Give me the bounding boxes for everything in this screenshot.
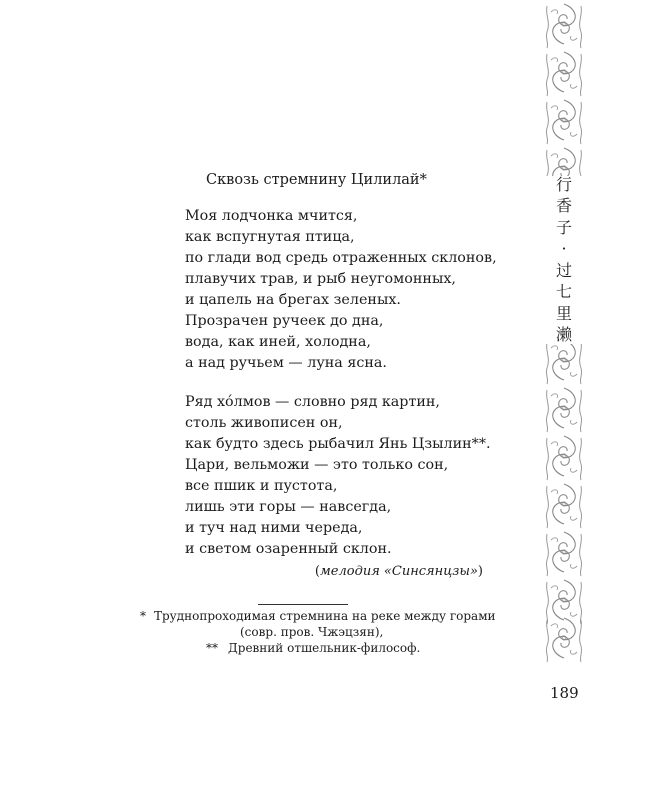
footnote-2 — [206, 640, 420, 656]
poem-title: Сквозь стремнину Цилилай* — [206, 172, 427, 188]
poem-line: и туч над ними череда, — [185, 520, 363, 536]
footnote-divider — [258, 604, 348, 605]
poem-line: столь живописен он, — [185, 415, 343, 431]
footnote-1 — [140, 608, 496, 624]
poem-line: Цари, вельможи — это только сон, — [185, 457, 449, 473]
chinese-side-title — [545, 176, 583, 344]
footnote-mark-1: * — [140, 609, 146, 623]
poem-line: как будто здесь рыбачил Янь Цзылин**. — [185, 436, 491, 452]
page-number: 189 — [550, 684, 579, 702]
stanza-1 — [185, 206, 497, 374]
poem-line: Ряд хóлмов — словно ряд картин, — [185, 394, 440, 410]
side-char: 七 — [555, 282, 572, 302]
poem-line: Прозрачен ручеек до дна, — [185, 313, 384, 329]
melody-close-paren: ) — [477, 564, 483, 579]
side-char: 香 — [555, 196, 572, 216]
poem-line: как вспугнутая птица, — [185, 229, 355, 245]
side-char: 子 — [555, 217, 572, 237]
poem-line: и светом озаренный склон. — [185, 541, 392, 557]
poem-line: плавучих трав, и рыб неугомонных, — [185, 271, 456, 287]
poem-line: Моя лодчонка мчится, — [185, 208, 358, 224]
side-char: 里 — [555, 303, 572, 323]
poem-line: вода, как иней, холодна, — [185, 334, 371, 350]
poem-line: а над ручьем — луна ясна. — [185, 355, 387, 371]
side-char: 行 — [555, 175, 572, 194]
footnote-1-text: Труднопроходимая стремнина на реке между горами — [154, 609, 496, 623]
poem-line: по глади вод средь отраженных склонов, — [185, 250, 497, 266]
side-char: 过 — [555, 260, 572, 280]
melody-note — [315, 564, 483, 579]
side-char: · — [561, 239, 567, 259]
poem-line: и цапель на брегах зеленых. — [185, 292, 401, 308]
side-char: 濑 — [555, 324, 572, 344]
melody-open-paren: ( — [314, 564, 320, 579]
footnote-2-text: Древний отшельник-философ. — [228, 641, 421, 655]
stanza-2 — [185, 392, 491, 560]
melody-name: мелодия «Синсянцзы» — [320, 564, 478, 579]
poem-line: все пшик и пустота, — [185, 478, 338, 494]
footnote-mark-2: ** — [206, 641, 218, 655]
poem-line: лишь эти горы — навсегда, — [185, 499, 392, 515]
footnote-1-continuation: (совр. пров. Чжэцзян), — [240, 625, 384, 639]
